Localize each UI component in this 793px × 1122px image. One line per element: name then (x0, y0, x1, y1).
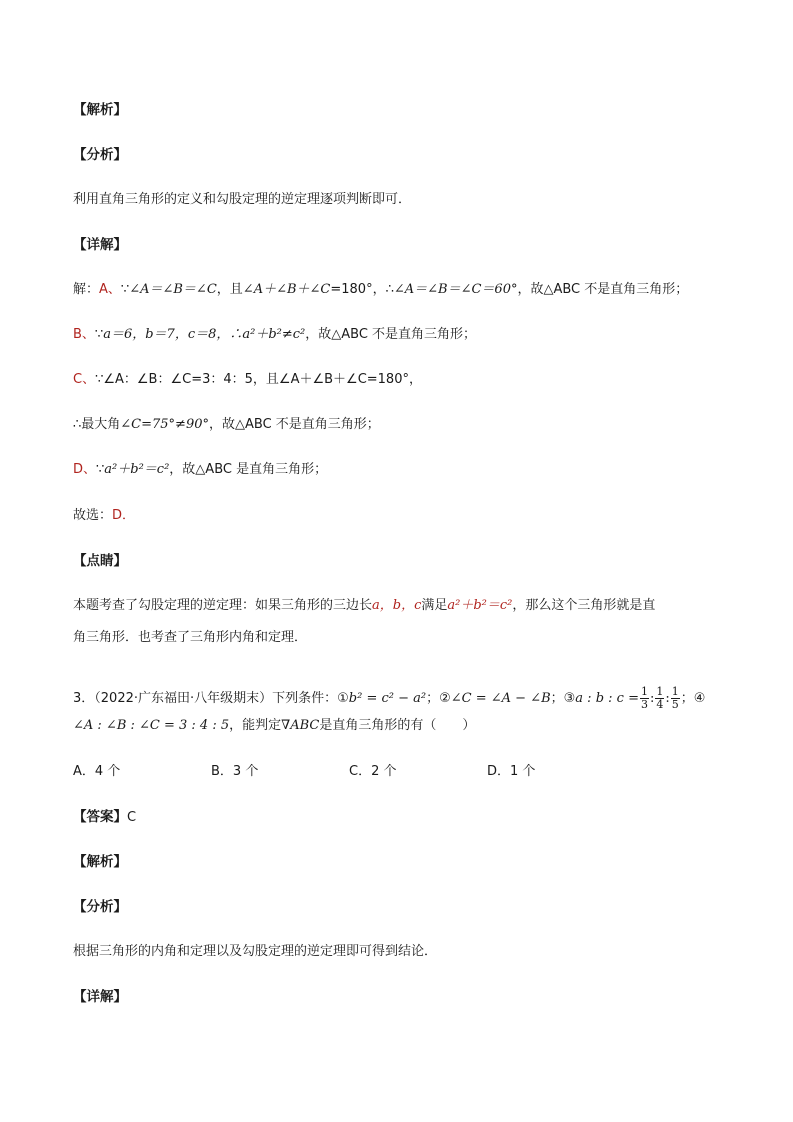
math-expr: a²＋b²＝c² (104, 462, 170, 477)
dianjing-line-1 (73, 596, 733, 616)
triangle-symbol: ∇ABC (281, 718, 320, 733)
fenxi2-heading: 【分析】 (73, 899, 127, 915)
because-symbol: ∵ (96, 462, 105, 477)
question-3-options (73, 762, 733, 782)
math-expr: ∠A：∠B：∠C=3：4：5，且∠A＋∠B＋∠C=180°， (103, 372, 422, 387)
text: ，故△ABC 不是直角三角形； (517, 282, 689, 297)
text: 本题考查了勾股定理的逆定理：如果三角形的三边长 (73, 598, 373, 613)
answer-heading: 【答案】 (73, 809, 127, 825)
math-expr: ∠A＋∠B＋∠C (242, 282, 331, 297)
option-label: C、 (73, 372, 96, 387)
question-3-line-2 (73, 716, 733, 736)
text: ∴最大角 (73, 417, 121, 432)
question-3-line-1: 3．（2022·广东福田·八年级期末）下列条件：①b² = c² − a²；②∠C = ∠A − ∠B；③a : b : c = $\frac{1}{3}$ : $\frac{1}{4}$ : $\frac{1}{5}$ ；④ (73, 685, 706, 711)
option-label: A、 (99, 282, 121, 297)
math-expr: ∠A＝∠B＝∠C＝60° (393, 282, 518, 297)
text: ；④ (680, 691, 706, 706)
choose-line (73, 506, 733, 526)
math-expr: ∠C=75°≠90° (120, 417, 209, 432)
xiangjie2-heading: 【详解】 (73, 989, 127, 1005)
because-symbol: ∵ (95, 372, 104, 387)
fraction-1-5: $\frac{1}{5}$ (671, 685, 679, 711)
answer-line (73, 807, 733, 828)
solution-line-b (73, 325, 733, 345)
answer-value: C (127, 810, 137, 825)
math-expr: a²＋b²＝c² (447, 598, 513, 613)
dianjing-heading: 【点睛】 (73, 553, 127, 569)
fenxi-heading: 【分析】 (73, 147, 127, 163)
condition-2: ∠C = ∠A − ∠B (450, 691, 551, 706)
option-label: D、 (73, 462, 97, 477)
math-expr: ∠A＝∠B＝∠C (129, 282, 217, 297)
option-d: D．1 个 (487, 764, 536, 779)
dianjing-line-2: 角三角形．也考查了三角形内角和定理． (73, 630, 308, 645)
text: ；② (426, 691, 451, 706)
because-symbol: ∵ (120, 282, 130, 297)
fraction-1-4: $\frac{1}{4}$ (656, 685, 664, 711)
solution-line-d (73, 460, 733, 480)
condition-1: b² = c² − a² (348, 691, 427, 706)
math-expr: a＝6，b＝7，c＝8，∴ (103, 327, 243, 342)
chosen-answer: D． (112, 508, 136, 523)
math-expr: a，b，c (372, 598, 422, 613)
text: 满足 (421, 598, 448, 613)
condition-4: ∠A : ∠B : ∠C = 3 : 4 : 5 (73, 718, 230, 733)
text: ，故△ABC 不是直角三角形； (209, 417, 380, 432)
question-text: 3．（2022·广东福田·八年级期末）下列条件：① (73, 691, 349, 706)
option-a: A．4 个 (73, 764, 121, 779)
text: ，故△ABC 是直角三角形； (169, 462, 328, 477)
option-c: C．2 个 (349, 764, 397, 779)
solution-line-a (73, 280, 733, 300)
text: 故选： (73, 508, 113, 523)
text: ，那么这个三角形就是直 (512, 598, 656, 613)
fenxi2-text: 根据三角形的内角和定理以及勾股定理的逆定理即可得到结论． (73, 944, 438, 959)
text: ，能判定 (229, 718, 282, 733)
solution-line-c2 (73, 415, 733, 435)
fraction-1-3: $\frac{1}{3}$ (640, 685, 648, 711)
option-b: B．3 个 (211, 764, 259, 779)
jiexi2-heading: 【解析】 (73, 854, 127, 870)
fenxi-text: 利用直角三角形的定义和勾股定理的逆定理逐项判断即可． (73, 192, 412, 207)
text: ，且 (216, 282, 243, 297)
condition-3: a : b : c = (575, 691, 639, 706)
text: ；③ (550, 691, 576, 706)
text: 解： (73, 282, 100, 297)
option-label: B、 (73, 327, 95, 342)
math-expr: a²＋b²≠c² (242, 327, 306, 342)
text: 是直角三角形的有（ ） (319, 718, 476, 733)
jiexi-heading: 【解析】 (73, 102, 127, 118)
because-symbol: ∵ (94, 327, 104, 342)
xiangjie-heading: 【详解】 (73, 237, 127, 253)
text: ，故△ABC 不是直角三角形； (305, 327, 477, 342)
solution-line-c (73, 370, 733, 390)
text: =180°，∴ (330, 282, 394, 297)
